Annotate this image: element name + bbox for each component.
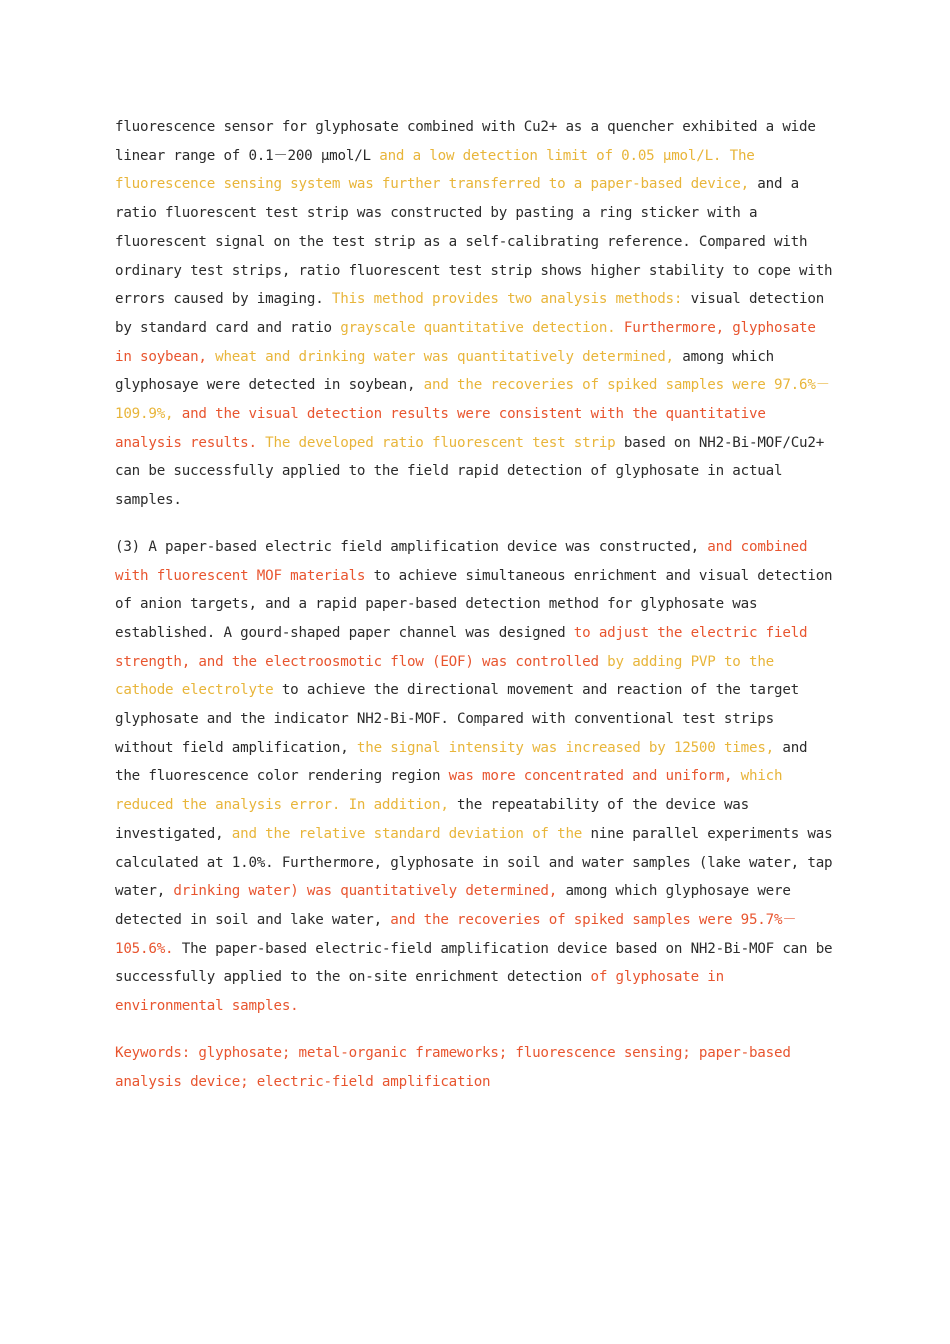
paragraph-1-segment: and a low detection limit of 0.05 μmol/L. The fluorescence sensing system was further transferred to a paper-based device, — [115, 147, 763, 193]
paragraph-1-segment: The developed ratio fluorescent test strip — [256, 434, 616, 451]
paragraph-1-segment: wheat and drinking water was quantitatively determined, — [206, 348, 674, 365]
paragraph-2-segment: and the relative standard deviation of the — [231, 825, 583, 842]
keywords-paragraph-segment: Keywords: glyphosate; metal-organic frameworks; fluorescence sensing; paper-based analysis device; electric-field amplification — [115, 1044, 800, 1090]
paragraph-1-segment: and the recoveries of spiked samples were 97.6%－109.9%, — [115, 377, 830, 423]
paragraph-1-segment: fluorescence sensor for glyphosate combined with Cu2+ as a quencher exhibited a wide linear range of 0.1－200 μmol/L — [115, 119, 825, 164]
paragraph-2-segment: the signal intensity was increased by 12500 times, — [356, 739, 775, 756]
paragraph-2-segment: to achieve simultaneous enrichment and visual detection of anion targets, and a rapid paper-based detection method for glyphosate was established. A gourd-shaped paper channel was designed — [115, 567, 841, 641]
paragraph-2-segment: and the recoveries of spiked samples were 95.7%－105.6%. — [115, 911, 797, 957]
paragraph-2-segment: (3) A paper-based electric field amplification device was constructed, — [115, 538, 708, 555]
paragraph-2-segment: drinking water) was quantitatively determined, — [173, 883, 558, 900]
paragraph-2-segment: among which glyphosaye were detected in soil and lake water, — [115, 883, 800, 928]
keywords-paragraph — [115, 1039, 835, 1096]
document-page — [115, 113, 841, 1114]
paragraph-2-segment: which reduced the analysis error. In addition, — [115, 768, 791, 814]
paragraph-1-segment: This method provides two analysis methods: — [331, 291, 683, 308]
paragraph-2-segment: to adjust the electric field strength, and the electroosmotic flow (EOF) was controlled — [115, 624, 816, 670]
paragraph-1-segment: grayscale quantitative detection. — [340, 319, 616, 336]
paragraph-2-segment: by adding PVP to the cathode electrolyte — [115, 653, 783, 699]
paragraph-1-segment: and a ratio fluorescent test strip was constructed by pasting a ring sticker with a fluorescent signal on the test strip as a self-calibrating reference. Compared with ordinary test strips, ratio fluorescent test strip shows higher stability to cope with errors caused by imaging. — [115, 176, 841, 308]
paragraph-1-segment: based on NH2-Bi-MOF/Cu2+ can be successfully applied to the field rapid detection of glyphosate in actual samples. — [115, 434, 833, 509]
paragraph-1-segment: Furthermore, glyphosate in soybean, — [115, 319, 825, 365]
paragraph-2-segment: nine parallel experiments was calculated at 1.0%. Furthermore, glyphosate in soil and water samples (lake water, tap water, — [115, 825, 841, 900]
paragraph-1-segment: and the visual detection results were consistent with the quantitative analysis results. — [115, 406, 775, 451]
paragraph-2 — [115, 533, 841, 1021]
paragraph-2-segment: and the fluorescence color rendering region — [115, 739, 816, 785]
paragraph-2-segment: the repeatability of the device was investigated, — [115, 797, 758, 842]
paragraph-2-segment: was more concentrated and uniform, — [448, 768, 733, 785]
paragraph-2-segment: of glyphosate in environmental samples. — [115, 969, 733, 1015]
paragraph-2-segment: The paper-based electric-field amplification device based on NH2-Bi-MOF can be successfully applied to the on-site enrichment detection — [115, 940, 841, 986]
paragraph-1-segment: among which glyphosaye were detected in soybean, — [115, 348, 783, 394]
paragraph-2-segment: to achieve the directional movement and reaction of the target glyphosate and the indicator NH2-Bi-MOF. Compared with conventional test strips without field amplification, — [115, 682, 808, 756]
paragraph-1 — [115, 113, 841, 515]
paragraph-1-segment: visual detection by standard card and ratio — [115, 291, 833, 336]
paragraph-2-segment: and combined with fluorescent MOF materials — [115, 538, 816, 584]
